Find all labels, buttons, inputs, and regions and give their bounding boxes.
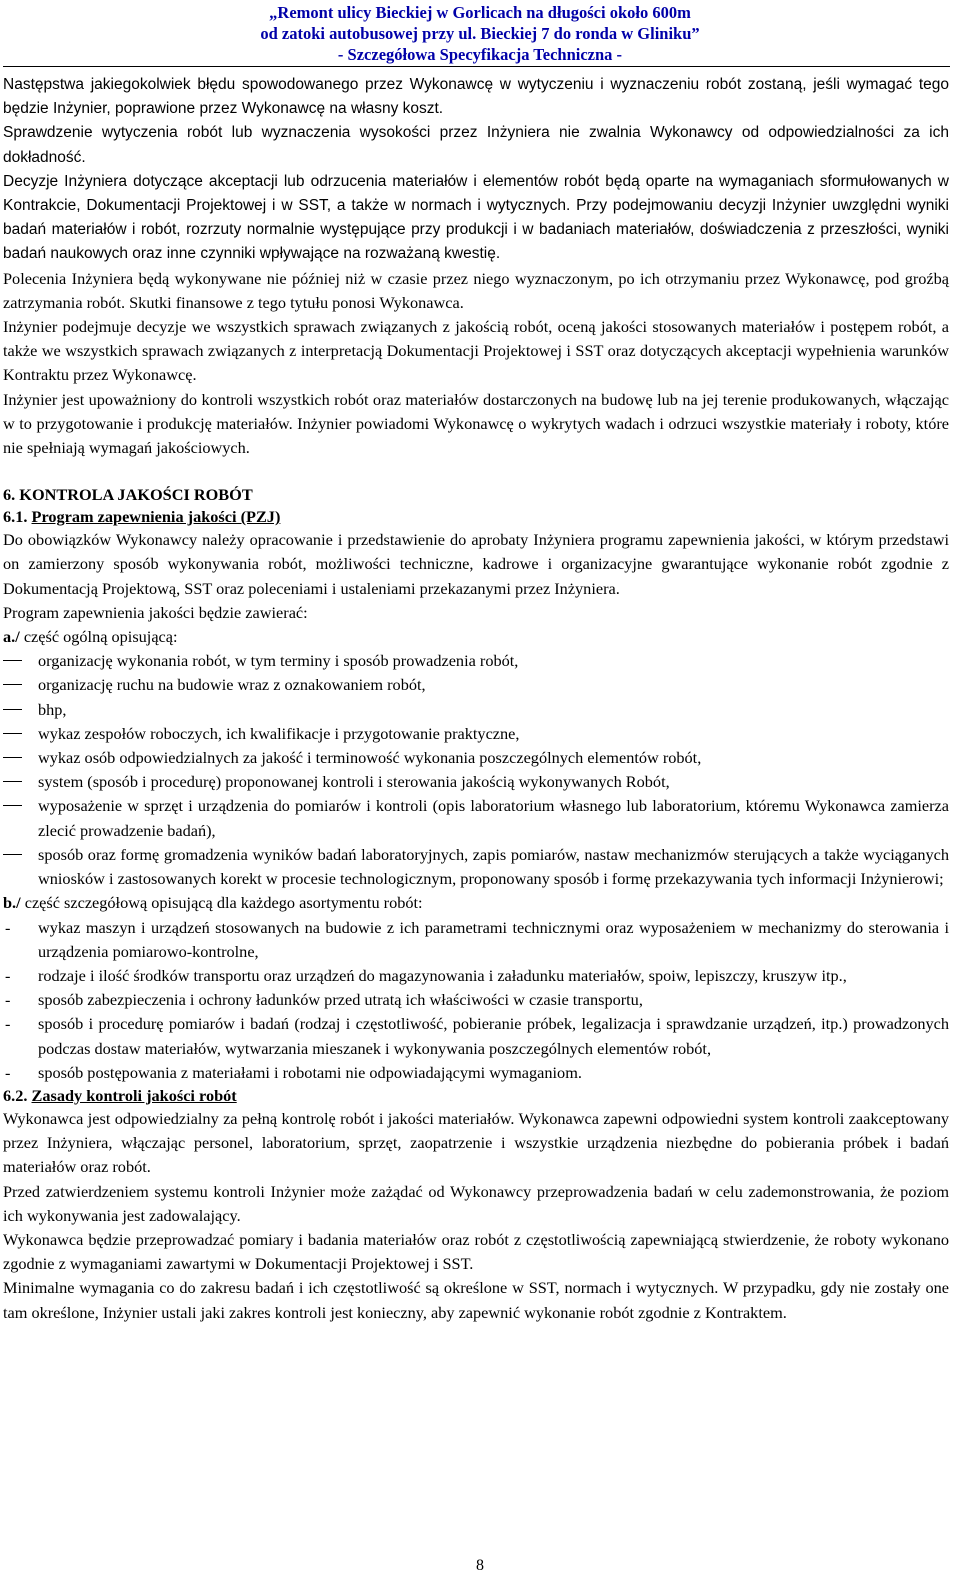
paragraph: Polecenia Inżyniera będą wykonywane nie później niż w czasie przez niego wyznaczonym, po ich otrzymaniu przez Wykonawcę, pod groźbą zatrzymania robót. Skutki finansowe z tego tytułu ponosi Wykonawca. <box>3 268 949 312</box>
list-item-text: sposób postępowania z materiałami i robotami nie odpowiadającymi wymaganiom. <box>38 1062 582 1082</box>
list-item <box>3 698 949 722</box>
list-item <box>3 770 949 794</box>
subsection-number: 6.2. <box>3 1085 28 1105</box>
detailed-part-list <box>3 916 949 1085</box>
dash-marker <box>3 709 22 710</box>
hyphen-marker: - <box>5 965 11 985</box>
list-label: a./ <box>3 627 20 647</box>
list-item-text: organizację wykonania robót, w tym terminy i sposób prowadzenia robót, <box>38 651 519 671</box>
list-item <box>3 1061 949 1085</box>
paragraph: Przed zatwierdzeniem systemu kontroli Inżynier może zażądać od Wykonawcy przeprowadzenia badań w celu zademonstrowania, że poziom ich wykonywania jest zadowalający. <box>3 1181 949 1225</box>
header-divider <box>3 66 950 67</box>
hyphen-marker: - <box>5 990 11 1010</box>
header-title-line-2: od zatoki autobusowej przy ul. Bieckiej 7 do ronda w Gliniku” <box>260 24 700 43</box>
paragraph: Minimalne wymagania co do zakresu badań i ich częstotliwość są określone w SST, normach i wytycznych. W przypadku, gdy nie zostały one tam określone, Inżynier ustali jaki zakres kontroli jest konieczny, aby zapewnić wykonanie robót zgodnie z Kontraktem. <box>3 1278 949 1322</box>
list-item-text: wykaz maszyn i urządzeń stosowanych na budowie z ich parametrami technicznymi oraz wyposażeniem w mechanizmy do sterowania i urządzenia pomiarowo-kontrolne, <box>38 917 949 961</box>
header-title-line-1: „Remont ulicy Bieckiej w Gorlicach na długości około 600m <box>269 3 691 22</box>
list-item-text: bhp, <box>38 699 67 719</box>
list-item-text: sposób zabezpieczenia i ochrony ładunków przed utratą ich właściwości w czasie transportu, <box>38 990 643 1010</box>
list-item-text: rodzaje i ilość środków transportu oraz urządzeń do magazynowania i załadunku materiałów, spoiw, lepiszczy, kruszyw itp., <box>38 965 847 985</box>
paragraph: Program zapewnienia jakości będzie zawierać: <box>3 602 308 622</box>
dash-marker <box>3 684 22 685</box>
list-item-text: wykaz osób odpowiedzialnych za jakość i terminowość wykonania poszczególnych elementów robót, <box>38 748 702 768</box>
list-item-text: wyposażenie w sprzęt i urządzenia do pomiarów i kontroli (opis laboratorium własnego lub laboratorium, któremu Wykonawca zamierza zlecić prowadzenie badań), <box>38 796 949 840</box>
document-body <box>3 73 949 1325</box>
hyphen-marker: - <box>5 1014 11 1034</box>
list-item <box>3 916 949 964</box>
paragraph: Wykonawca jest odpowiedzialny za pełną kontrolę robót i jakości materiałów. Wykonawca zapewni odpowiedni system kontroli zaakceptowany przez Inżyniera, włączając personel, laboratorium, sprzęt, zaopatrzenie i wszystkie urządzenia niezbędne do pobierania próbek i badań materiałów oraz robót. <box>3 1108 949 1177</box>
subsection-title: Program zapewnienia jakości (PZJ) <box>31 507 281 527</box>
subsection-title: Zasady kontroli jakości robót <box>31 1085 237 1105</box>
hyphen-marker: - <box>5 917 11 937</box>
paragraph: Inżynier jest upoważniony do kontroli wszystkich robót oraz materiałów dostarczonych na budowę lub na jej terenie produkowanych, włączając w to przygotowanie i produkcję materiałów. Inżynier powiadomi Wykonawcę o wykrytych wadach i odrzuci wszystkie materiały i roboty, które nie spełniają wymagań jakościowych. <box>3 389 949 458</box>
general-part-list <box>3 649 949 891</box>
list-intro-text: część ogólną opisującą: <box>19 627 178 647</box>
list-item <box>3 964 949 988</box>
list-intro-text: część szczegółową opisującą dla każdego asortymentu robót: <box>20 893 423 913</box>
list-item-text: sposób oraz formę gromadzenia wyników badań laboratoryjnych, zapis pomiarów, nastaw mechanizmów sterujących a także wyciąganych wniosków i zastosowanych korekt w procesie technologicznym, proponowany sposób i formę przekazywania tych informacji Inżynierowi; <box>38 844 949 889</box>
list-item <box>3 649 949 673</box>
list-intro <box>3 625 949 649</box>
list-intro <box>3 891 949 915</box>
paragraph: Sprawdzenie wytyczenia robót lub wyznaczenia wysokości przez Inżyniera nie zwalnia Wykonawcy od odpowiedzialności za ich dokładność. <box>3 124 949 166</box>
paragraph: Do obowiązków Wykonawcy należy opracowanie i przedstawienie do aprobaty Inżyniera programu zapewnienia jakości, w którym przedstawi on zamierzony sposób wykonywania robót, możliwości techniczne, kadrowe i organizacyjne gwarantujące wykonanie robót zgodnie z Dokumentacją Projektową, SST oraz poleceniami i ustaleniami przekazanymi przez Inżyniera. <box>3 530 949 598</box>
dash-marker <box>3 781 22 782</box>
paragraph: Inżynier podejmuje decyzje we wszystkich sprawach związanych z jakością robót, oceną jakości stosowanych materiałów i postępem robót, a także we wszystkich sprawach związanych z interpretacją Dokumentacji Projektowej i SST oraz dotyczących akceptacji wypełnienia warunków Kontraktu przez Wykonawcę. <box>3 317 949 385</box>
dash-marker <box>3 660 22 661</box>
hyphen-marker: - <box>5 1062 11 1082</box>
document-header <box>0 2 960 65</box>
paragraph: Następstwa jakiegokolwiek błędu spowodowanego przez Wykonawcę w wytyczeniu i wyznaczeniu robót zostaną, jeśli wymagać tego będzie Inżynier, poprawione przez Wykonawcę na własny koszt. <box>3 76 949 118</box>
section-heading: 6. KONTROLA JAKOŚCI ROBÓT <box>3 485 253 505</box>
list-item <box>3 746 949 770</box>
page-number: 8 <box>476 1557 484 1574</box>
list-item-text: system (sposób i procedurę) proponowanej kontroli i sterowania jakością wykonywanych Robót, <box>38 772 670 792</box>
list-item <box>3 843 949 891</box>
list-label: b./ <box>3 893 21 913</box>
dash-marker <box>3 854 22 855</box>
list-item-text: sposób i procedurę pomiarów i badań (rodzaj i częstotliwość, pobieranie próbek, legalizacja i sprawdzanie urządzeń, itp.) prowadzonych podczas dostaw materiałów, wytwarzania mieszanek i wykonywania poszczególnych elementów robót, <box>38 1014 949 1058</box>
dash-marker <box>3 733 22 734</box>
list-item <box>3 673 949 697</box>
list-item <box>3 722 949 746</box>
list-item <box>3 794 949 842</box>
paragraph: Wykonawca będzie przeprowadzać pomiary i badania materiałów oraz robót z częstotliwością zapewniającą stwierdzenie, że roboty wykonano zgodnie z wymaganiami zawartymi w Dokumentacji Projektowej i SST. <box>3 1229 949 1274</box>
subsection-heading <box>3 506 949 528</box>
list-item <box>3 1012 949 1060</box>
subsection-heading <box>3 1085 949 1107</box>
subsection-number: 6.1. <box>3 507 28 527</box>
list-item-text: wykaz zespołów roboczych, ich kwalifikacje i przygotowanie praktyczne, <box>38 723 520 743</box>
dash-marker <box>3 805 22 806</box>
list-item-text: organizację ruchu na budowie wraz z oznakowaniem robót, <box>38 675 426 695</box>
list-item <box>3 988 949 1012</box>
header-subtitle: - Szczegółowa Specyfikacja Techniczna - <box>337 45 623 64</box>
paragraph: Decyzje Inżyniera dotyczące akceptacji lub odrzucenia materiałów i elementów robót będą oparte na wymaganiach sformułowanych w Kontrakcie, Dokumentacji Projektowej i w SST, a także w normach i wytycznych. Przy podejmowaniu decyzji Inżynier uwzględni wyniki badań materiałów i robót, rozrzuty normalnie występujące przy produkcji i w badaniach materiałów, doświadczenia z przeszłości, wyniki badań naukowych oraz inne czynniki wpływające na rozważaną kwestię. <box>3 172 949 263</box>
dash-marker <box>3 757 22 758</box>
